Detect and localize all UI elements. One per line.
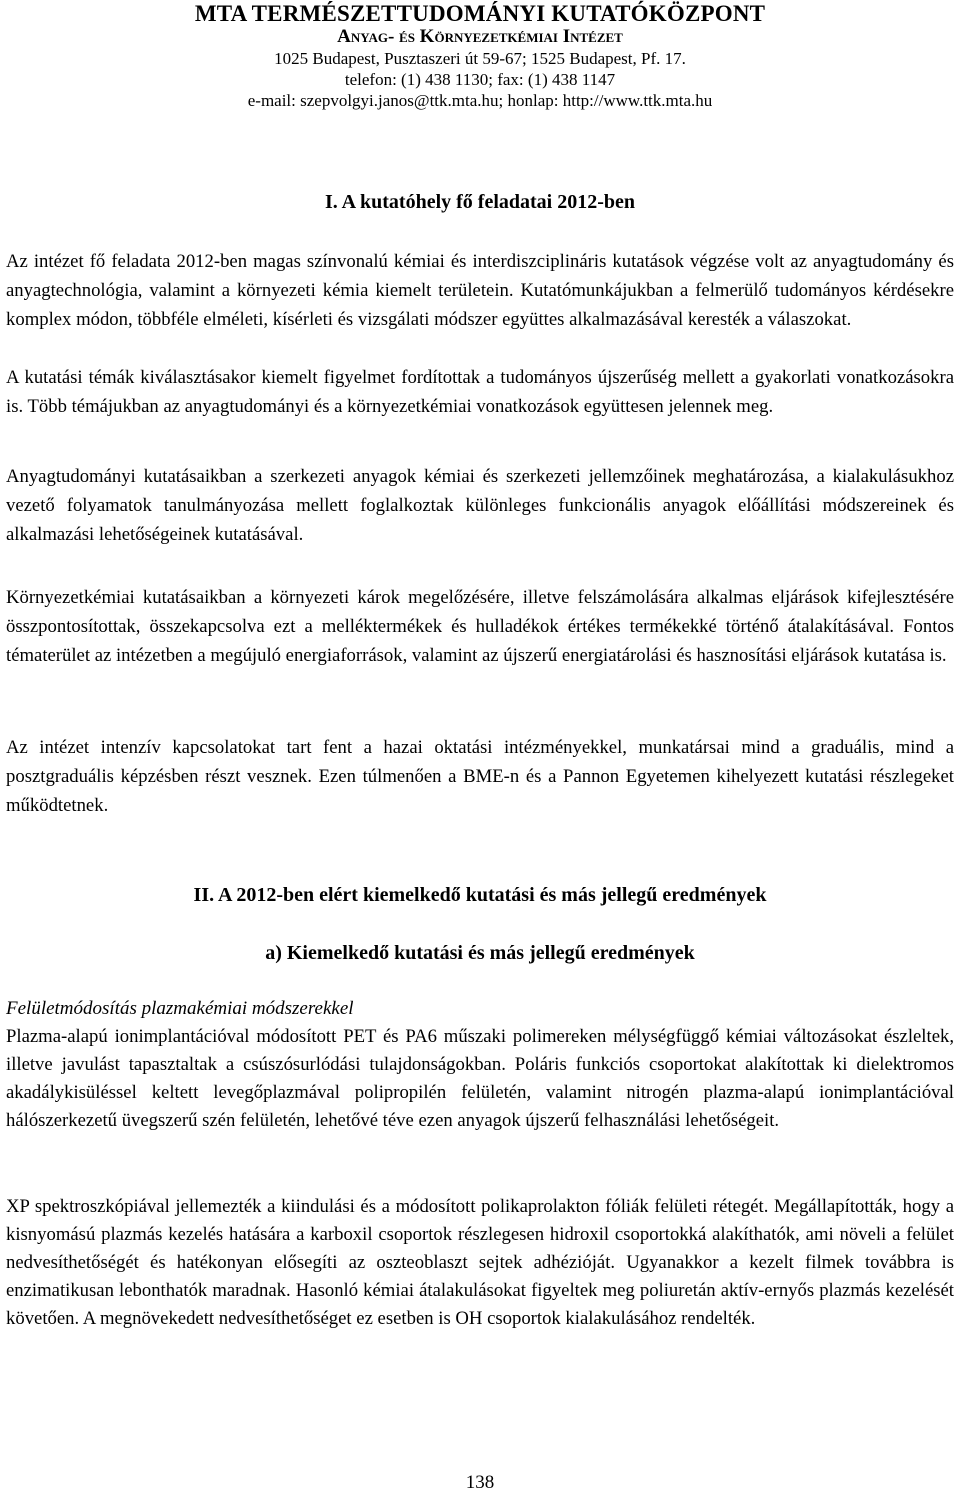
institute-name: Anyag- és Környezetkémiai Intézet xyxy=(337,26,623,47)
phone-fax: telefon: (1) 438 1130; fax: (1) 438 1147 xyxy=(344,70,616,89)
section-1-paragraph: Környezetkémiai kutatásaikban a környezeti károk megelőzésére, illetve felszámolására alkalmas eljárások kifejlesztésére összpontosítottak, összekapcsolva ezt a melléktermékek és hulladékok értékes termékekké történő átalakításával. Fontos tématerület az intézetben a megújuló energiaforrások, valamint az újszerű energiatárolási és hasznosítási eljárások kutatása is. xyxy=(6,587,954,666)
section-1-paragraph: Anyagtudományi kutatásaikban a szerkezeti anyagok kémiai és szerkezeti jellemzőinek meghatározása, a kialakulásukhoz vezető folyamatok tanulmányozása mellett foglalkoztak különleges funkcionális anyagok előállítási módszereinek és alkalmazási lehetőségeinek kutatásával. xyxy=(6,466,954,545)
postal-address: 1025 Budapest, Pusztaszeri út 59-67; 1525 Budapest, Pf. 17. xyxy=(274,49,686,68)
section-2-title: II. A 2012-ben elért kiemelkedő kutatási és más jellegű eredmények xyxy=(193,884,767,906)
topic-paragraph: Plazma-alapú ionimplantációval módosított PET és PA6 műszaki polimereken mélységfüggő kémiai változásokat észleltek, illetve javulást tapasztaltak a csúszósurlódási tulajdonságokban. Poláris funkciós csoportokat alakítottak ki dielektromos akadálykisüléssel keltett levegőplazmával polipropilén felületén, valamint nitrogén plazma-alapú ionimplantációval hálószerkezetű üvegszerű szén felületén, lehetővé téve ezen anyagok újszerű felhasználási lehetőségeit. xyxy=(6,1026,954,1131)
letterhead xyxy=(0,0,960,111)
topic-title: Felületmódosítás plazmakémiai módszerekkel xyxy=(6,998,354,1019)
section-1-paragraph: Az intézet intenzív kapcsolatokat tart fent a hazai oktatási intézményekkel, munkatársai mind a graduális, mind a posztgraduális képzésben részt vesznek. Ezen túlmenően a BME-n és a Pannon Egyetemen kihelyezett kutatási részlegeket működtetnek. xyxy=(6,737,954,816)
section-1-paragraph: Az intézet fő feladata 2012-ben magas színvonalú kémiai és interdiszciplináris kutatások végzése volt az anyagtudomány és anyagtechnológia, valamint a környezeti kémia kiemelt területein. Kutatómunkájukban a felmerülő tudományos kérdésekre komplex módon, többféle elméleti, kísérleti és vizsgálati módszer együttes alkalmazásával keresték a válaszokat. xyxy=(6,251,954,330)
section-1-title: I. A kutatóhely fő feladatai 2012-ben xyxy=(324,191,636,213)
section-2-subtitle: a) Kiemelkedő kutatási és más jellegű eredmények xyxy=(265,942,695,964)
institution-name: MTA TERMÉSZETTUDOMÁNYI KUTATÓKÖZPONT xyxy=(194,1,766,26)
email-website: e-mail: szepvolgyi.janos@ttk.mta.hu; honlap: http://www.ttk.mta.hu xyxy=(247,91,713,110)
page-number: 138 xyxy=(465,1472,495,1493)
topic-paragraph: XP spektroszkópiával jellemezték a kiindulási és a módosított polikaprolakton fóliák felületi rétegét. Megállapították, hogy a kisnyomású plazmás kezelés hatására a karboxil csoportok részlegesen hidroxil csoportokká alakíthatók, ami növeli a felület nedvesíthetőségét és hatékonyan elősegíti az oszteoblaszt sejtek adhézióját. Ugyanakkor a kezelt filmek továbbra is enzimatikusan lebonthatók maradnak. Hasonló kémiai átalakulásokat figyeltek meg poliuretán aktív-ernyős plazmás kezelését követően. A megnövekedett nedvesíthetőséget ez esetben is OH csoportok kialakulásához rendelték. xyxy=(6,1196,954,1329)
section-1-paragraph: A kutatási témák kiválasztásakor kiemelt figyelmet fordítottak a tudományos újszerűség mellett a gyakorlati vonatkozásokra is. Több témájukban az anyagtudományi és a környezetkémiai vonatkozások együttesen jelennek meg. xyxy=(6,367,954,417)
